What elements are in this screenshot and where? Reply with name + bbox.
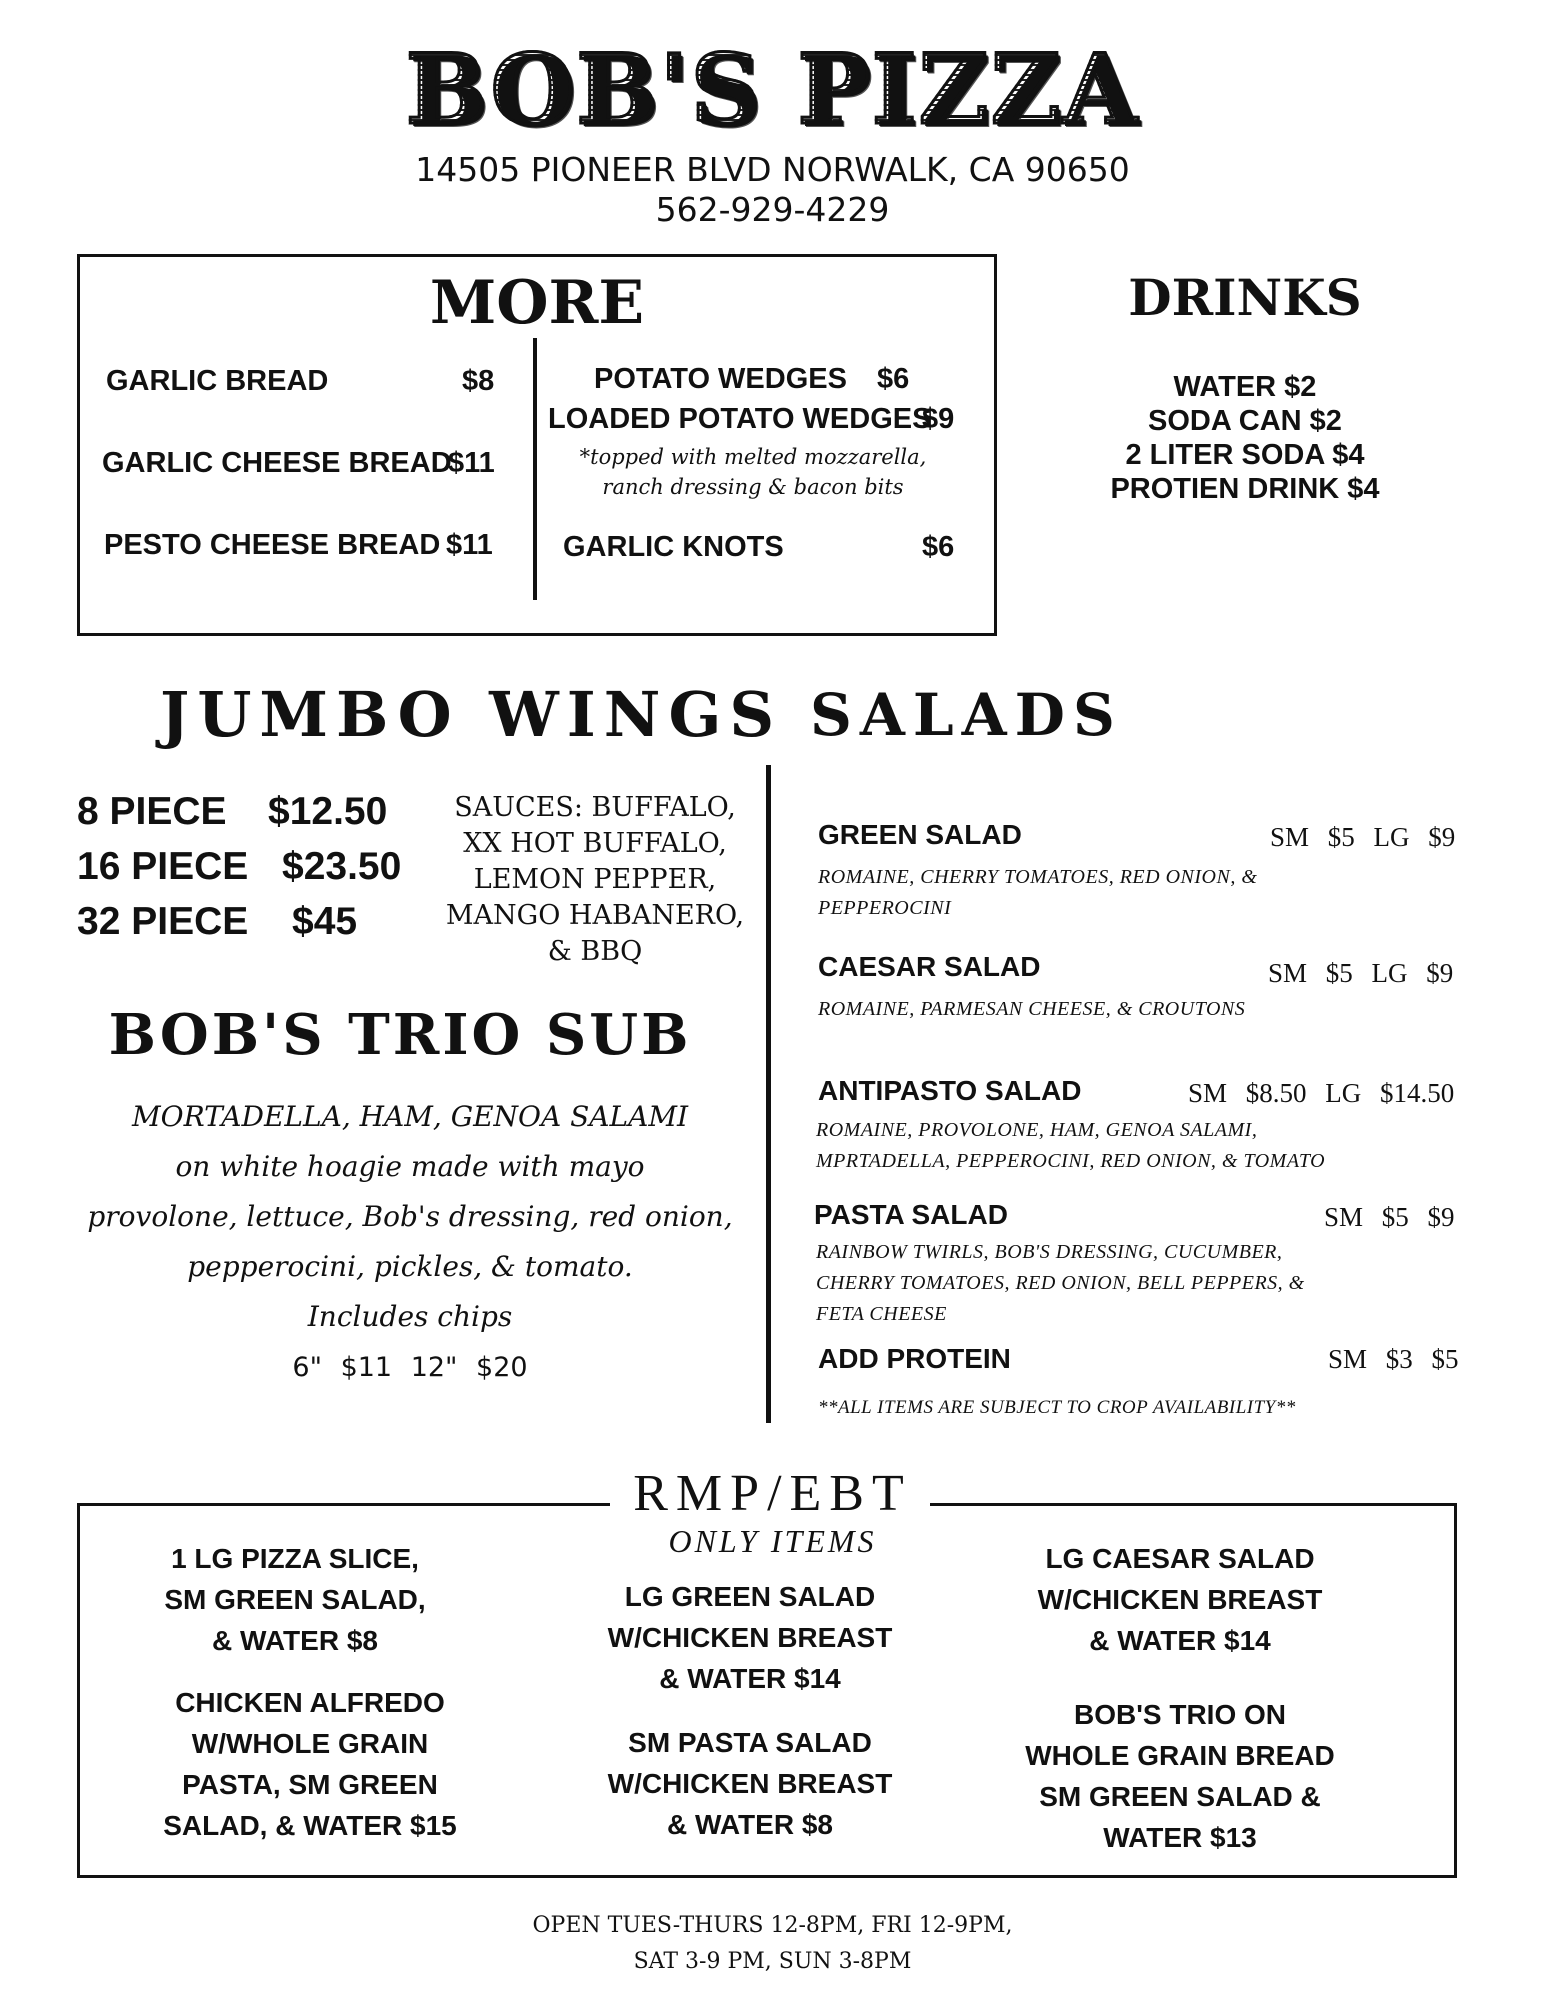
wing-price: $45 xyxy=(292,900,358,943)
wings-title: JUMBO WINGS xyxy=(160,678,783,751)
drink-item: PROTIEN DRINK $4 xyxy=(1110,473,1380,505)
sauce-line: SAUCES: BUFFALO, xyxy=(454,792,736,823)
trio-description: Includes chips xyxy=(307,1300,513,1333)
menu-item-price: $8 xyxy=(462,365,495,397)
wing-size: 8 PIECE xyxy=(77,790,227,833)
sauce-line: XX HOT BUFFALO, xyxy=(463,828,727,859)
salad-price: SM $5 $9 xyxy=(1324,1202,1455,1232)
ebt-combo-line: & WATER $14 xyxy=(1089,1625,1271,1656)
salad-description: ROMAINE, CHERRY TOMATOES, RED ONION, & xyxy=(818,866,1258,888)
ebt-combo-line: W/CHICKEN BREAST xyxy=(607,1768,893,1799)
menu-item-name: POTATO WEDGES xyxy=(594,363,847,395)
trio-title: BOB'S TRIO SUB xyxy=(108,1002,692,1068)
salad-description: PEPPEROCINI xyxy=(818,897,952,919)
salad-description: MPRTADELLA, PEPPEROCINI, RED ONION, & TOMATO xyxy=(816,1150,1326,1172)
ebt-subtitle: ONLY ITEMS xyxy=(668,1523,877,1559)
salad-description: ROMAINE, PARMESAN CHEESE, & CROUTONS xyxy=(818,998,1246,1020)
ebt-combo xyxy=(1010,1538,1350,1661)
phone-number: 562-929-4229 xyxy=(655,190,890,229)
wing-price: $23.50 xyxy=(282,845,402,888)
ebt-combo-line: SALAD, & WATER $15 xyxy=(163,1810,457,1841)
more-divider xyxy=(533,338,537,600)
sauce-line: LEMON PEPPER, xyxy=(473,864,717,895)
ebt-combo-line: SM GREEN SALAD, xyxy=(164,1584,426,1615)
menu-item-price: $9 xyxy=(922,403,955,435)
address: 14505 PIONEER BLVD NORWALK, CA 90650 xyxy=(415,150,1130,189)
menu-item-price: $6 xyxy=(877,363,910,395)
sauce-line: MANGO HABANERO, xyxy=(445,900,745,931)
salad-name: CAESAR SALAD xyxy=(818,951,1041,982)
wing-price: $12.50 xyxy=(268,790,388,833)
salad-price: SM $5 LG $9 xyxy=(1270,822,1456,852)
menu-item-name: GARLIC CHEESE BREAD xyxy=(102,447,452,479)
ebt-combo-line: W/CHICKEN BREAST xyxy=(607,1622,893,1653)
ebt-combo-line: WATER $13 xyxy=(1103,1822,1257,1853)
ebt-combo-line: BOB'S TRIO ON xyxy=(1074,1699,1286,1730)
salad-name: PASTA SALAD xyxy=(814,1199,1008,1230)
ebt-title: RMP/EBT xyxy=(633,1465,912,1522)
drink-item: SODA CAN $2 xyxy=(1148,405,1342,437)
crop-availability-note: **ALL ITEMS ARE SUBJECT TO CROP AVAILABILITY** xyxy=(818,1397,1296,1418)
ebt-combo-line: SM GREEN SALAD & xyxy=(1039,1781,1321,1812)
opening-hours: SAT 3-9 PM, SUN 3-8PM xyxy=(633,1949,912,1974)
loaded-wedges-note: ranch dressing & bacon bits xyxy=(602,475,904,499)
trio-description: on white hoagie made with mayo xyxy=(175,1150,645,1183)
menu-item-name: LOADED POTATO WEDGES xyxy=(548,403,932,435)
wing-size: 32 PIECE xyxy=(77,900,249,943)
ebt-combo xyxy=(1010,1694,1350,1858)
ebt-combo-line: PASTA, SM GREEN xyxy=(182,1769,438,1800)
menu-item-price: $6 xyxy=(922,531,955,563)
ebt-combo-line: LG CAESAR SALAD xyxy=(1045,1543,1315,1574)
menu-item-price: $11 xyxy=(448,447,495,479)
trio-description: pepperocini, pickles, & tomato. xyxy=(187,1250,633,1283)
ebt-combo xyxy=(580,1722,920,1845)
sauce-line: & BBQ xyxy=(547,936,643,967)
wing-size: 16 PIECE xyxy=(77,845,249,888)
drink-item: WATER $2 xyxy=(1173,371,1317,403)
menu-item-name: PESTO CHEESE BREAD xyxy=(104,529,441,561)
ebt-combo xyxy=(130,1682,490,1846)
ebt-combo-line: LG GREEN SALAD xyxy=(624,1581,876,1612)
menu-item-name: GARLIC BREAD xyxy=(106,365,329,397)
ebt-combo xyxy=(130,1538,460,1661)
menu-item-name: GARLIC KNOTS xyxy=(563,531,784,563)
salad-name: ADD PROTEIN xyxy=(818,1343,1011,1374)
trio-description: MORTADELLA, HAM, GENOA SALAMI xyxy=(131,1100,689,1133)
trio-description: provolone, lettuce, Bob's dressing, red onion, xyxy=(87,1200,733,1233)
wing-sauces xyxy=(430,790,760,970)
salad-description: FETA CHEESE xyxy=(816,1303,947,1325)
salad-divider xyxy=(766,765,771,1423)
drinks-title: DRINKS xyxy=(1128,268,1362,327)
salad-price: SM $3 $5 xyxy=(1328,1344,1459,1374)
restaurant-title: BOB'S PIZZA xyxy=(405,33,1140,146)
ebt-combo xyxy=(580,1576,920,1699)
ebt-combo-line: W/CHICKEN BREAST xyxy=(1037,1584,1323,1615)
salad-price: SM $5 LG $9 xyxy=(1268,958,1454,988)
more-title: MORE xyxy=(429,268,645,338)
ebt-combo-line: & WATER $14 xyxy=(659,1663,841,1694)
salads-title: SALADS xyxy=(810,681,1123,749)
drink-item: 2 LITER SODA $4 xyxy=(1125,439,1365,471)
menu-item-price: $11 xyxy=(446,529,493,561)
salad-description: CHERRY TOMATOES, RED ONION, BELL PEPPERS, & xyxy=(816,1272,1305,1294)
salad-description: ROMAINE, PROVOLONE, HAM, GENOA SALAMI, xyxy=(816,1119,1258,1141)
ebt-combo-line: W/WHOLE GRAIN xyxy=(191,1728,429,1759)
salad-description: RAINBOW TWIRLS, BOB'S DRESSING, CUCUMBER, xyxy=(816,1241,1283,1263)
trio-prices: 6" $11 12" $20 xyxy=(292,1352,528,1383)
loaded-wedges-note: *topped with melted mozzarella, xyxy=(579,445,927,469)
ebt-combo-line: & WATER $8 xyxy=(667,1809,833,1840)
ebt-combo-line: & WATER $8 xyxy=(212,1625,378,1656)
ebt-combo-line: 1 LG PIZZA SLICE, xyxy=(171,1543,419,1574)
opening-hours: OPEN TUES-THURS 12-8PM, FRI 12-9PM, xyxy=(532,1913,1013,1938)
salad-price: SM $8.50 LG $14.50 xyxy=(1188,1078,1455,1108)
ebt-combo-line: WHOLE GRAIN BREAD xyxy=(1025,1740,1335,1771)
salad-name: GREEN SALAD xyxy=(818,819,1022,850)
ebt-combo-line: SM PASTA SALAD xyxy=(628,1727,872,1758)
ebt-combo-line: CHICKEN ALFREDO xyxy=(175,1687,445,1718)
salad-name: ANTIPASTO SALAD xyxy=(818,1075,1082,1106)
